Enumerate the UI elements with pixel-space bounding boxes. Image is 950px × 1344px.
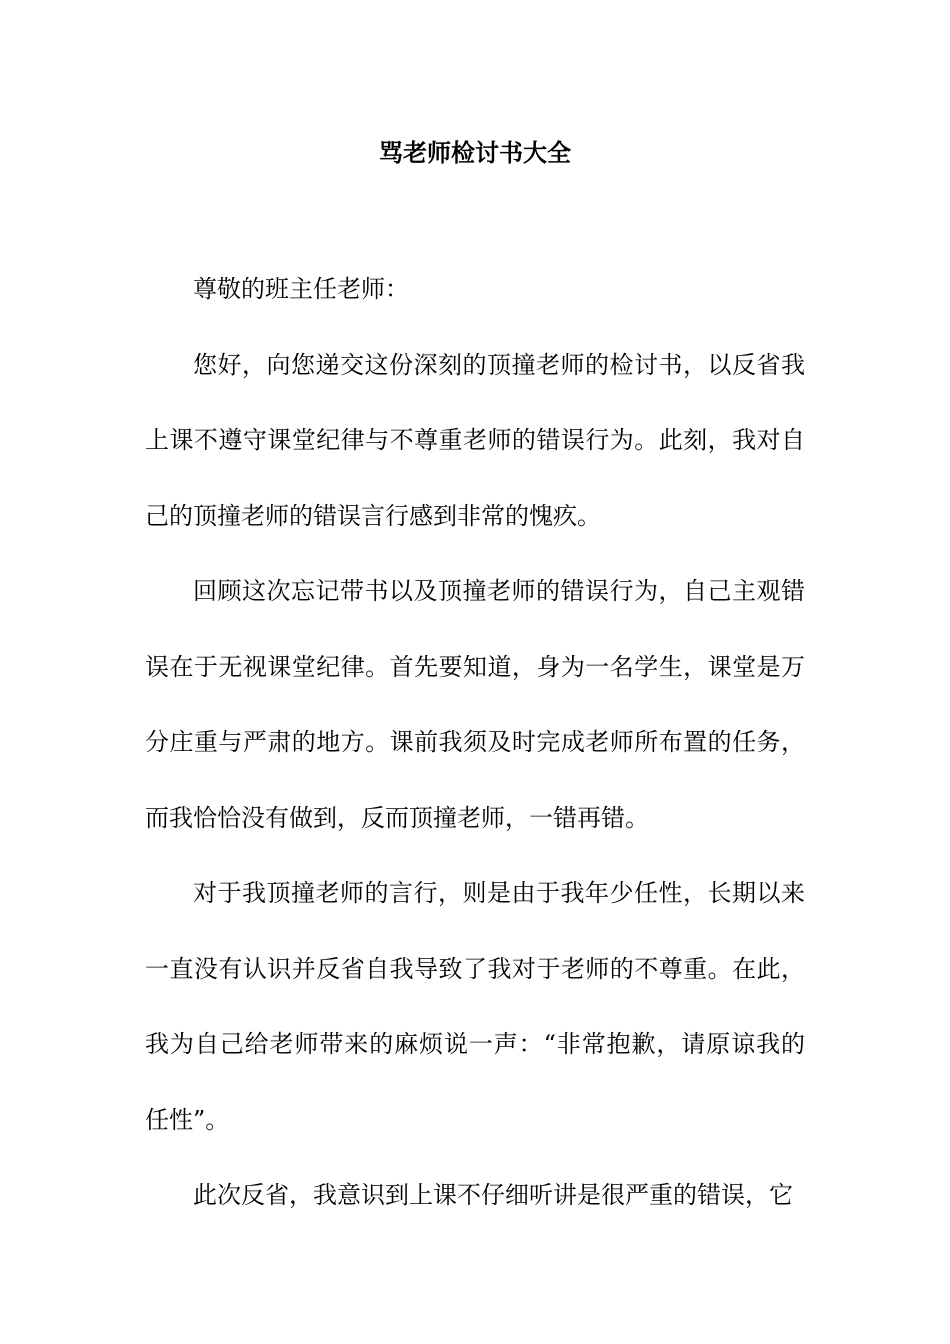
body-paragraph: 对于我顶撞老师的言行，则是由于我年少任性，长期以来一直没有认识并反省自我导致了我对于老师的不尊重。在此，我为自己给老师带来的麻烦说一声：“非常抱歉，请原谅我的任性”。 (145, 879, 805, 1134)
body-paragraph: 回顾这次忘记带书以及顶撞老师的错误行为，自己主观错误在于无视课堂纪律。首先要知道，身为一名学生，课堂是万分庄重与严肃的地方。课前我须及时完成老师所布置的任务，而我恰恰没有做到，反而顶撞老师，一错再错。 (145, 577, 805, 832)
document-title: 骂老师检讨书大全 (379, 138, 571, 167)
salutation-paragraph: 尊敬的班主任老师： (193, 275, 409, 303)
document-body (145, 252, 805, 1234)
body-paragraph: 您好，向您递交这份深刻的顶撞老师的检讨书，以反省我上课不遵守课堂纪律与不尊重老师的错误行为。此刻，我对自己的顶撞老师的错误言行感到非常的愧疚。 (145, 350, 805, 530)
body-paragraph: 此次反省，我意识到上课不仔细听讲是很严重的错误，它 (193, 1181, 793, 1209)
